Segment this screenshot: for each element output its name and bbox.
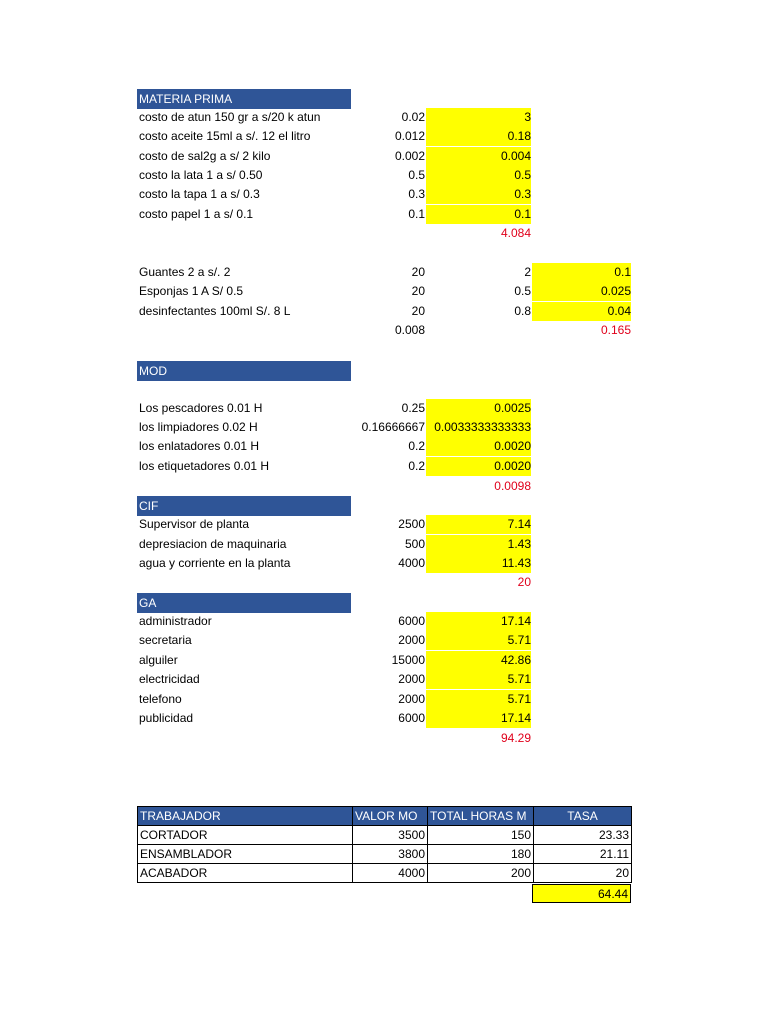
mp-row-cost: 3 [426, 108, 531, 127]
cif-row-label: depresiacion de maquinaria [139, 537, 287, 551]
col-header-total-horas: TOTAL HORAS M [428, 807, 534, 826]
ga-row-label: alguiler [139, 653, 178, 667]
cell-valor-mo: 3500 [353, 826, 428, 845]
mod-row-qty: 0.2 [408, 439, 425, 453]
insumo-row-c2: 20 [411, 304, 425, 318]
cif-row-label: Supervisor de planta [139, 517, 250, 531]
mp-row-label: costo la lata 1 a s/ 0.50 [139, 168, 263, 182]
insumo-row-c3: 0.5 [514, 284, 531, 298]
mod-row-cost: 0.0025 [426, 399, 531, 418]
insumo-row-c4: 0.025 [532, 282, 631, 301]
mod-total: 0.0098 [494, 479, 531, 493]
cif-row-cost: 1.43 [426, 535, 531, 554]
mp-row-cost: 0.004 [426, 147, 531, 166]
materia-prima-header: MATERIA PRIMA [137, 89, 351, 109]
mp-row-label: costo papel 1 a s/ 0.1 [139, 207, 254, 221]
ga-row-label: publicidad [139, 711, 194, 725]
ga-row-label: electricidad [139, 672, 200, 686]
mod-row-label: los limpiadores 0.02 H [139, 420, 258, 434]
cif-row-label: agua y corriente en la planta [139, 556, 291, 570]
mp-row-label: costo de sal2g a s/ 2 kilo [139, 149, 271, 163]
cell-tasa: 23.33 [534, 826, 632, 845]
insumo-total: 0.165 [600, 323, 631, 337]
table-row [138, 826, 632, 845]
ga-row-cost: 5.71 [426, 670, 531, 689]
cif-total: 20 [517, 575, 531, 589]
cell-tasa: 20 [534, 864, 632, 883]
insumo-row-c4: 0.1 [532, 263, 631, 282]
cell-tasa: 21.11 [534, 845, 632, 864]
cell-total-horas: 180 [428, 845, 534, 864]
mp-row-qty: 0.3 [408, 187, 425, 201]
table-row [138, 845, 632, 864]
mp-total: 4.084 [500, 226, 531, 240]
ga-row-label: telefono [139, 692, 182, 706]
col-header-tasa: TASA [534, 807, 632, 826]
insumo-row-c2: 20 [411, 284, 425, 298]
ga-total: 94.29 [500, 731, 531, 745]
mod-row-label: los etiquetadores 0.01 H [139, 459, 270, 473]
cell-total-horas: 150 [428, 826, 534, 845]
ga-row-label: administrador [139, 614, 212, 628]
mp-row-qty: 0.02 [401, 110, 425, 124]
ga-row-cost: 5.71 [426, 631, 531, 650]
ga-row-qty: 15000 [391, 653, 425, 667]
col-header-valor-mo: VALOR MO [353, 807, 428, 826]
cell-total-horas: 200 [428, 864, 534, 883]
cell-trabajador: ENSAMBLADOR [138, 845, 353, 864]
cell-trabajador: ACABADOR [138, 864, 353, 883]
insumo-row-label: Guantes 2 a s/. 2 [139, 265, 231, 279]
mp-row-cost: 0.18 [426, 127, 531, 146]
mod-header: MOD [137, 361, 351, 381]
mp-row-qty: 0.5 [408, 168, 425, 182]
tasa-total: 64.44 [532, 884, 631, 903]
trabajador-table [137, 806, 632, 883]
ga-row-cost: 17.14 [426, 709, 531, 728]
mp-row-cost: 0.1 [426, 205, 531, 224]
mod-row-label: Los pescadores 0.01 H [139, 401, 263, 415]
mp-row-cost: 0.3 [426, 185, 531, 204]
cell-valor-mo: 3800 [353, 845, 428, 864]
ga-row-qty: 2000 [398, 692, 425, 706]
ga-header: GA [137, 593, 351, 613]
mod-row-qty: 0.16666667 [361, 420, 425, 434]
cell-trabajador: CORTADOR [138, 826, 353, 845]
cif-row-qty: 4000 [398, 556, 425, 570]
ga-row-qty: 2000 [398, 672, 425, 686]
insumo-row-label: Esponjas 1 A S/ 0.5 [139, 284, 244, 298]
cif-row-qty: 2500 [398, 517, 425, 531]
mp-row-qty: 0.002 [394, 149, 425, 163]
cell-valor-mo: 4000 [353, 864, 428, 883]
insumo-row-c3: 0.8 [514, 304, 531, 318]
mod-row-cost: 0.0033333333333 [426, 418, 531, 437]
insumo-subtotal: 0.008 [394, 323, 425, 337]
mod-row-cost: 0.0020 [426, 437, 531, 456]
mp-row-qty: 0.1 [408, 207, 425, 221]
ga-row-qty: 6000 [398, 711, 425, 725]
insumo-row-c2: 20 [411, 265, 425, 279]
table-row [138, 864, 632, 883]
ga-row-label: secretaria [139, 633, 192, 647]
insumo-row-c3: 2 [524, 265, 531, 279]
mp-row-label: costo aceite 15ml a s/. 12 el litro [139, 129, 311, 143]
cif-row-cost: 7.14 [426, 515, 531, 534]
ga-row-qty: 2000 [398, 633, 425, 647]
mod-row-qty: 0.2 [408, 459, 425, 473]
cif-row-cost: 11.43 [426, 554, 531, 573]
mp-row-label: costo la tapa 1 a s/ 0.3 [139, 187, 260, 201]
ga-row-cost: 5.71 [426, 690, 531, 709]
cif-row-qty: 500 [404, 537, 425, 551]
mod-row-qty: 0.25 [401, 401, 425, 415]
table-header-row [138, 807, 632, 826]
ga-row-cost: 17.14 [426, 612, 531, 631]
mp-row-cost: 0.5 [426, 166, 531, 185]
mod-row-cost: 0.0020 [426, 457, 531, 476]
mod-row-label: los enlatadores 0.01 H [139, 439, 260, 453]
insumo-row-c4: 0.04 [532, 302, 631, 321]
ga-row-qty: 6000 [398, 614, 425, 628]
mp-row-qty: 0.012 [394, 129, 425, 143]
ga-row-cost: 42.86 [426, 651, 531, 670]
mp-row-label: costo de atun 150 gr a s/20 k atun [139, 110, 321, 124]
insumo-row-label: desinfectantes 100ml S/. 8 L [139, 304, 291, 318]
col-header-trabajador: TRABAJADOR [138, 807, 353, 826]
cif-header: CIF [137, 496, 351, 516]
